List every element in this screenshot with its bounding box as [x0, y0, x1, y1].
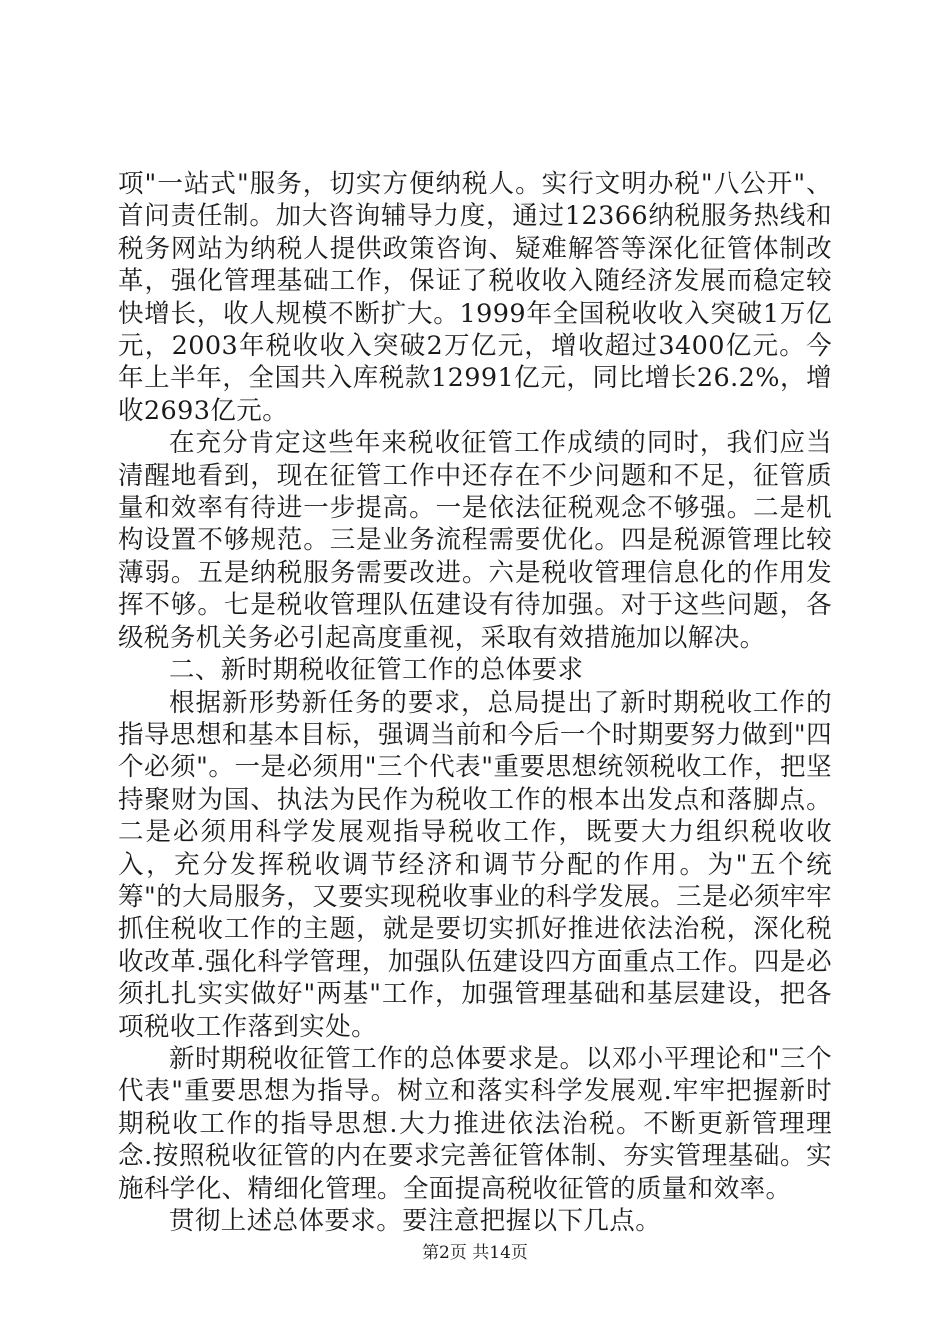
paragraph-tax-service-intro: 项"一站式"服务，切实方便纳税人。实行文明办税"八公开"、首问责任制。加大咨询辅导力度，通过12366纳税服务热线和税务网站为纳税人提供政策咨询、疑难解答等深化征管体制改革，强化管理基础工作，保证了税收收入随经济发展而稳定较快增长，收人规模不断扩大。1999年全国税收收入突破1万亿元，2003年税收收入突破2万亿元，增收超过3400亿元。今年上半年，全国共入库税款12991亿元，同比增长26.2%，增收2693亿元。: [118, 169, 832, 426]
paragraph-overall-requirements: 新时期税收征管工作的总体要求是。以邓小平理论和"三个代表"重要思想为指导。树立和落实科学发展观.牢牢把握新时期税收工作的指导思想.大力推进依法治税。不断更新管理理念.按照税收征管的内在要求完善征管体制、夯实管理基础。实施科学化、精细化管理。全面提高税收征管的质量和效率。: [118, 1043, 832, 1204]
document-body: [118, 168, 832, 1237]
page-number-footer: 第2页 共14页: [422, 1243, 528, 1263]
paragraph-problems: 在充分肯定这些年来税收征管工作成绩的同时，我们应当清醒地看到，现在征管工作中还存在不少问题和不足，征管质量和效率有待进一步提高。一是依法征税观念不够强。二是机构设置不够规范。三是业务流程需要优化。四是税源管理比较薄弱。五是纳税服务需要改进。六是税收管理信息化的作用发挥不够。七是税收管理队伍建设有待加强。对于这些问题，各级税务机关务必引起高度重视，采取有效措施加以解决。: [118, 428, 832, 653]
section-heading: 二、新时期税收征管工作的总体要求: [169, 655, 584, 686]
paragraph-four-musts: 根据新形势新任务的要求，总局提出了新时期税收工作的指导思想和基本目标，强调当前和今后一个时期要努力做到"四个必须"。一是必须用"三个代表"重要思想统领税收工作，把坚持聚财为国、执法为民作为税收工作的根本出发点和落脚点。二是必须用科学发展观指导税收工作，既要大力组织税收收入，充分发挥税收调节经济和调节分配的作用。为"五个统筹"的大局服务，又要实现税收事业的科学发展。三是必须牢牢抓住税收工作的主题，就是要切实抓好推进依法治税，深化税收改革.强化科学管理，加强队伍建设四方面重点工作。四是必须扎扎实实做好"两基"工作，加强管理基础和基层建设，把各项税收工作落到实处。: [118, 687, 832, 1042]
paragraph-key-points: 贯彻上述总体要求。要注意把握以下几点。: [169, 1206, 662, 1236]
